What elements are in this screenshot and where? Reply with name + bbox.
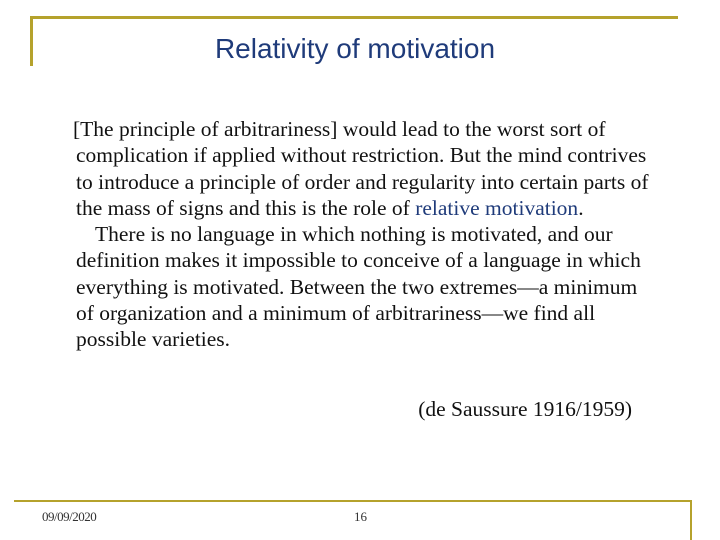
footer-date: 09/09/2020: [42, 509, 97, 524]
quote-paragraph-2: There is no language in which nothing is motivated, and our definition makes it impossible to conceive of a language in which everything is motivated. Between the two extremes—a minimum of organization and a minimum of arbitrariness—we find all possible varieties.: [76, 222, 641, 352]
quote-text: [The principle of arbitrariness] would lead to the worst sort of complication if applied without restriction. But the mind contrives to introduce a principle of order and regularity into certain parts of the mass of signs and this is the role of: [73, 117, 649, 220]
slide-title: Relativity of motivation: [214, 33, 496, 64]
quote-paragraph-1: [73, 116, 656, 221]
page-number: 16: [354, 509, 367, 524]
slide-body: [73, 116, 656, 353]
bottom-border-line: [14, 500, 692, 502]
quote-text-end: .: [578, 195, 584, 220]
top-border-line: [30, 16, 678, 19]
citation: (de Saussure 1916/1959): [418, 397, 632, 421]
right-border-line: [690, 500, 692, 540]
highlighted-term: relative motivation: [415, 195, 579, 220]
